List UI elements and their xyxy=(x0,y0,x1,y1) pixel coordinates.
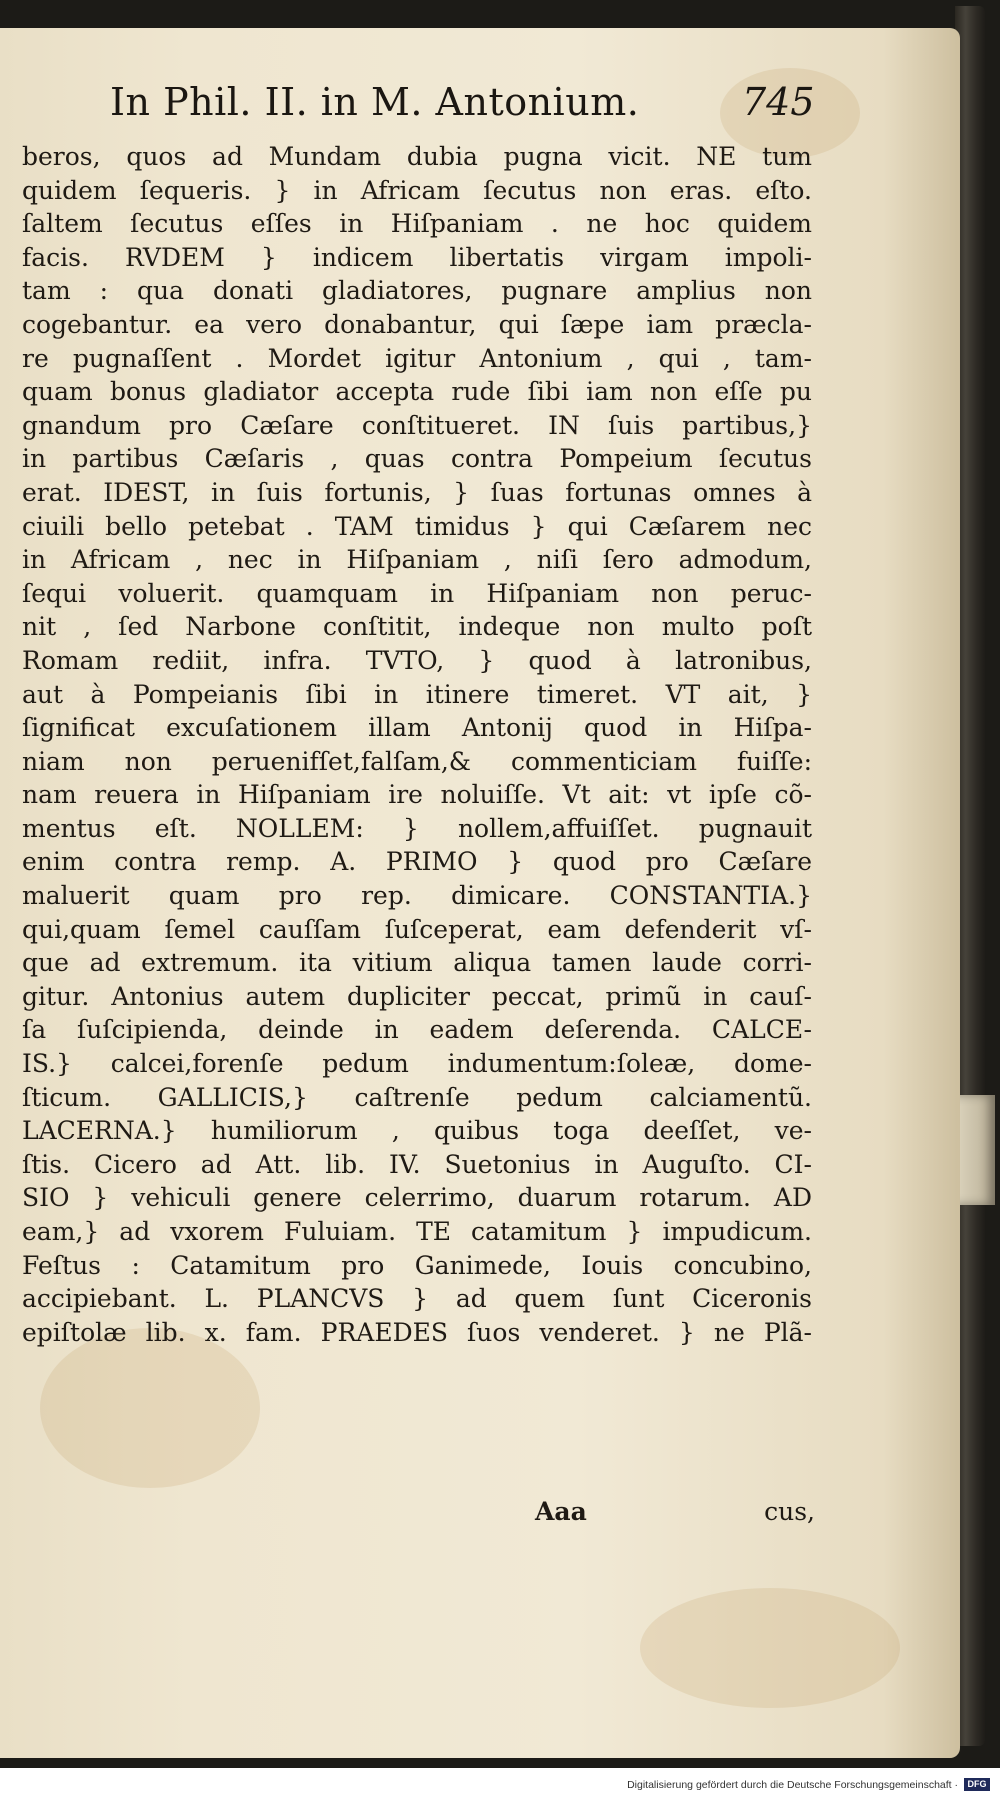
text-line: nam reuera in Hiſpaniam ire noluiſſe. Vt ait: vt ipſe cõ- xyxy=(22,780,812,810)
text-line: eam,} ad vxorem Fuluiam. TE catamitum } impudicum. xyxy=(22,1217,812,1246)
catchword: cus, xyxy=(764,1497,815,1526)
text-line: cogebantur. ea vero donabantur, qui ſæpe iam præcla- xyxy=(22,309,812,339)
text-line: ſignificat excuſationem illam Antonij quod in Hiſpa- xyxy=(22,713,812,743)
text-line: nit , ſed Narbone conſtitit, indeque non multo poſt xyxy=(22,612,812,642)
text-line: quam bonus gladiator accepta rude ſibi iam non eſſe pu xyxy=(22,377,812,407)
text-line: re pugnaſſent . Mordet igitur Antonium , qui , tam- xyxy=(22,343,812,373)
text-line: in partibus Cæſaris , quas contra Pompeium ſecutus xyxy=(22,444,812,474)
text-line: ſequi voluerit. quamquam in Hiſpaniam non peruc- xyxy=(22,578,812,608)
text-line: niam non peruenifſet,falſam,& commenticiam fuiſſe: xyxy=(22,746,812,776)
text-line: IS.} calcei,forenſe pedum indumentum:ſoleæ, dome- xyxy=(22,1049,812,1079)
text-line: accipiebant. L. PLANCVS } ad quem ſunt Ciceronis xyxy=(22,1284,812,1314)
text-line: epiſtolæ lib. x. fam. PRAEDES ſuos venderet. } ne Plã- xyxy=(22,1317,812,1347)
text-line: ſaltem ſecutus eſſes in Hiſpaniam . ne hoc quidem xyxy=(22,209,812,239)
text-line: ciuili bello petebat . TAM timidus } qui Cæſarem nec xyxy=(22,511,812,541)
text-line: ſtis. Cicero ad Att. lib. IV. Suetonius in Auguſto. CI- xyxy=(22,1149,812,1179)
paper-stain xyxy=(40,1328,260,1488)
text-line: gnandum pro Cæſare conſtitueret. IN ſuis partibus,} xyxy=(22,410,812,440)
paper-stain xyxy=(640,1588,900,1708)
dfg-logo: DFG xyxy=(964,1778,990,1791)
text-line: enim contra remp. A. PRIMO } quod pro Cæſare xyxy=(22,847,812,877)
text-line: qui,quam ſemel cauſſam ſuſceperat, eam defenderit vſ- xyxy=(22,914,812,944)
text-line: beros, quos ad Mundam dubia pugna vicit. NE tum xyxy=(22,142,812,171)
text-line: Feſtus : Catamitum pro Ganimede, Iouis concubino, xyxy=(22,1250,812,1280)
funding-credit: Digitalisierung gefördert durch die Deutsche Forschungsgemeinschaft · xyxy=(627,1779,958,1791)
running-head: In Phil. II. in M. Antonium. xyxy=(110,80,640,124)
page-number: 745 xyxy=(742,80,815,124)
text-line: SIO } vehiculi genere celerrimo, duarum rotarum. AD xyxy=(22,1183,812,1213)
text-line: facis. RVDEM } indicem libertatis virgam impoli- xyxy=(22,242,812,272)
text-line: ſa ſuſcipienda, deinde in eadem deſerenda. CALCE- xyxy=(22,1015,812,1045)
text-line: aut à Pompeianis ſibi in itinere timeret. VT ait, } xyxy=(22,679,812,709)
text-line: Romam rediit, infra. TVTO, } quod à latronibus, xyxy=(22,645,812,675)
text-line: quidem ſequeris. } in Africam ſecutus non eras. eſto. xyxy=(22,175,812,205)
text-line: erat. IDEST, in ſuis fortunis, } ſuas fortunas omnes à xyxy=(22,477,812,507)
text-line: tam : qua donati gladiatores, pugnare amplius non xyxy=(22,276,812,306)
body-text xyxy=(22,140,812,1349)
text-line: ſticum. GALLICIS,} caſtrenſe pedum calciamentũ. xyxy=(22,1082,812,1112)
text-line: LACERNA.} humiliorum , quibus toga deeſſet, ve- xyxy=(22,1116,812,1146)
text-line: que ad extremum. ita vitium aliqua tamen laude corri- xyxy=(22,948,812,978)
text-line: mentus eſt. NOLLEM: } nollem,affuiſſet. pugnauit xyxy=(22,813,812,843)
text-line: in Africam , nec in Hiſpaniam , niſi ſero admodum, xyxy=(22,545,812,575)
text-line: gitur. Antonius autem dupliciter peccat, primũ in cauſ- xyxy=(22,981,812,1011)
text-line: maluerit quam pro rep. dimicare. CONSTANTIA.} xyxy=(22,881,812,911)
signature-mark: Aaa xyxy=(535,1497,587,1526)
